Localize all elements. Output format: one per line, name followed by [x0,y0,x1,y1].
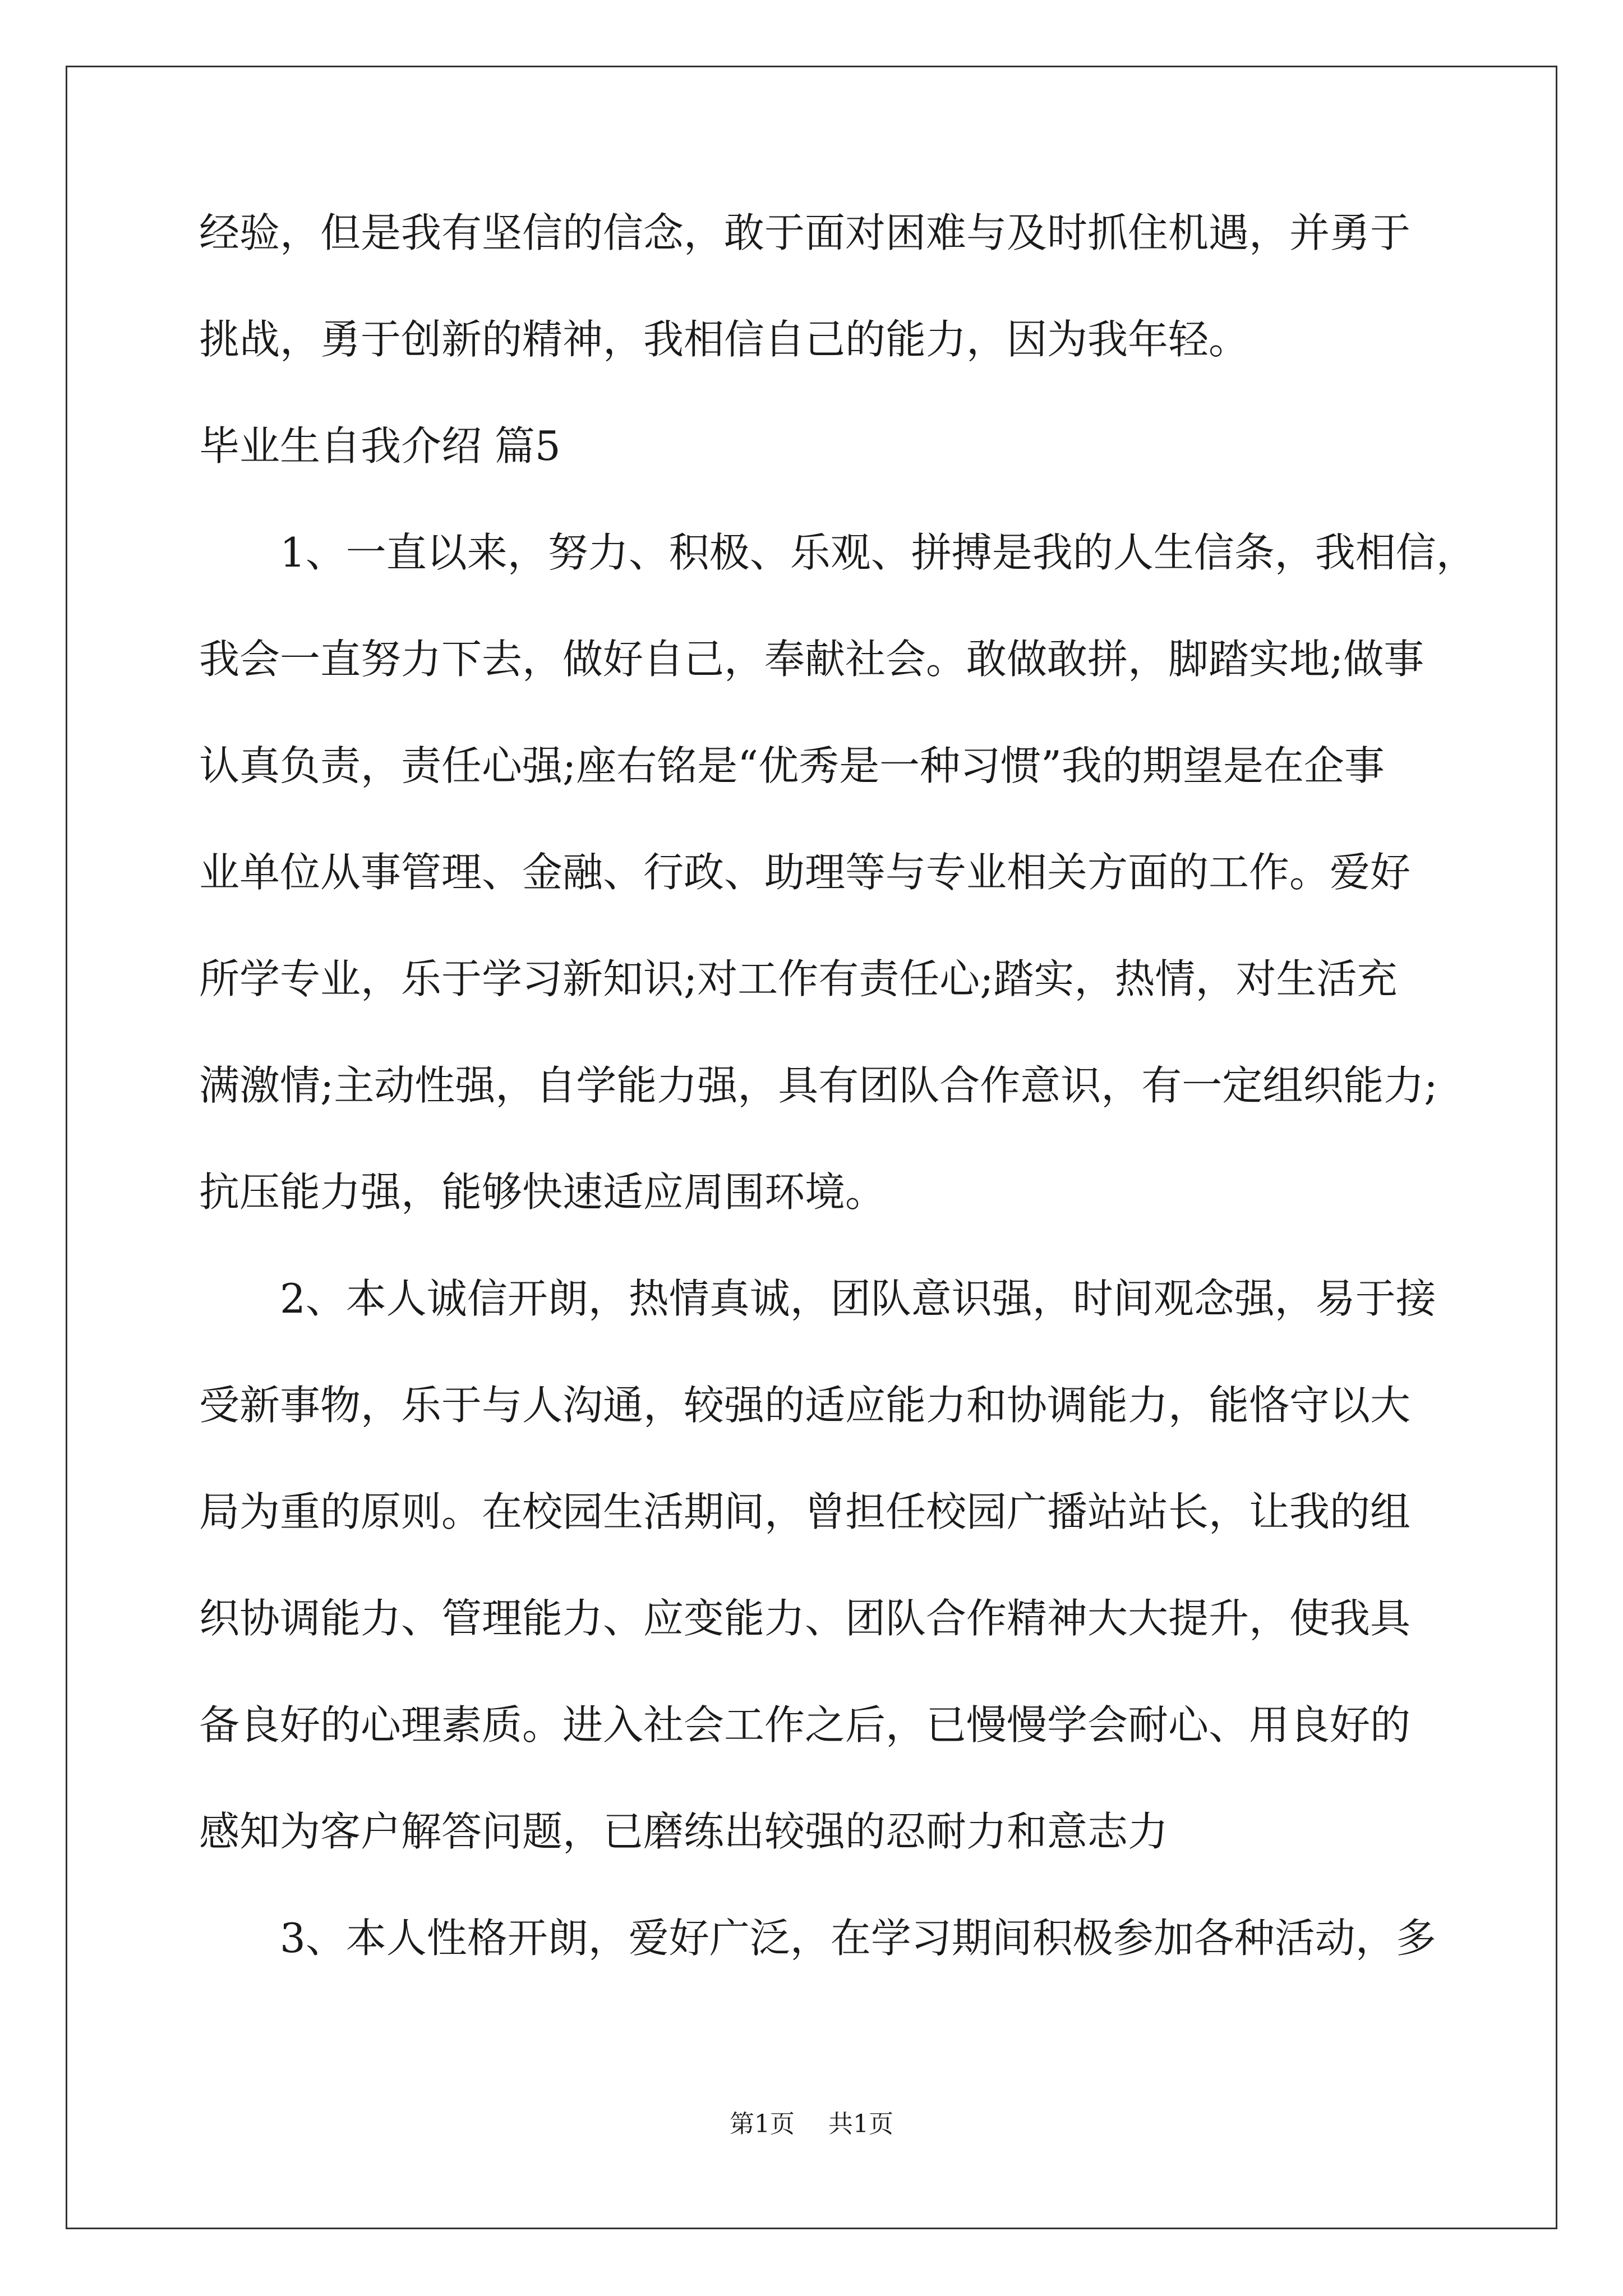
text-line: 1、一直以来，努力、积极、乐观、拼搏是我的人生信条，我相信， [199,529,1477,576]
text-line: 所学专业，乐于学习新知识;对工作有责任心;踏实，热情，对生活充 [199,955,1398,1002]
text-line: 2、本人诚信开朗，热情真诚，团队意识强，时间观念强，易于接 [199,1275,1436,1322]
text-line: 感知为客户解答问题，已磨练出较强的忍耐力和意志力 [199,1808,1169,1855]
page-footer [0,2104,1623,2139]
text-line: 挑战，勇于创新的精神，我相信自己的能力，因为我年轻。 [199,316,1249,363]
text-line: 经验，但是我有坚信的信念，敢于面对困难与及时抓住机遇，并勇于 [199,209,1411,256]
text-line: 业单位从事管理、金融、行政、助理等与专业相关方面的工作。爱好 [199,849,1411,896]
section-heading: 毕业生自我介绍 篇5 [199,422,561,470]
text-line: 受新事物，乐于与人沟通，较强的适应能力和协调能力，能恪守以大 [199,1382,1411,1429]
text-line: 抗压能力强，能够快速适应周围环境。 [199,1168,886,1216]
text-line: 织协调能力、管理能力、应变能力、团队合作精神大大提升，使我具 [199,1595,1411,1642]
text-line: 备良好的心理素质。进入社会工作之后，已慢慢学会耐心、用良好的 [199,1701,1411,1749]
page-number-current: 第1页 [730,2110,795,2138]
text-line: 满激情;主动性强，自学能力强，具有团队合作意识，有一定组织能力; [199,1062,1438,1109]
text-line: 局为重的原则。在校园生活期间，曾担任校园广播站站长，让我的组 [199,1488,1411,1535]
text-line: 我会一直努力下去，做好自己，奉献社会。敢做敢拼，脚踏实地;做事 [199,636,1424,683]
text-line: 3、本人性格开朗，爱好广泛，在学习期间积极参加各种活动，多 [199,1915,1436,1962]
text-line: 认真负责，责任心强;座右铭是“优秀是一种习惯”我的期望是在企事 [199,742,1385,789]
page-number-total: 共1页 [828,2110,893,2138]
